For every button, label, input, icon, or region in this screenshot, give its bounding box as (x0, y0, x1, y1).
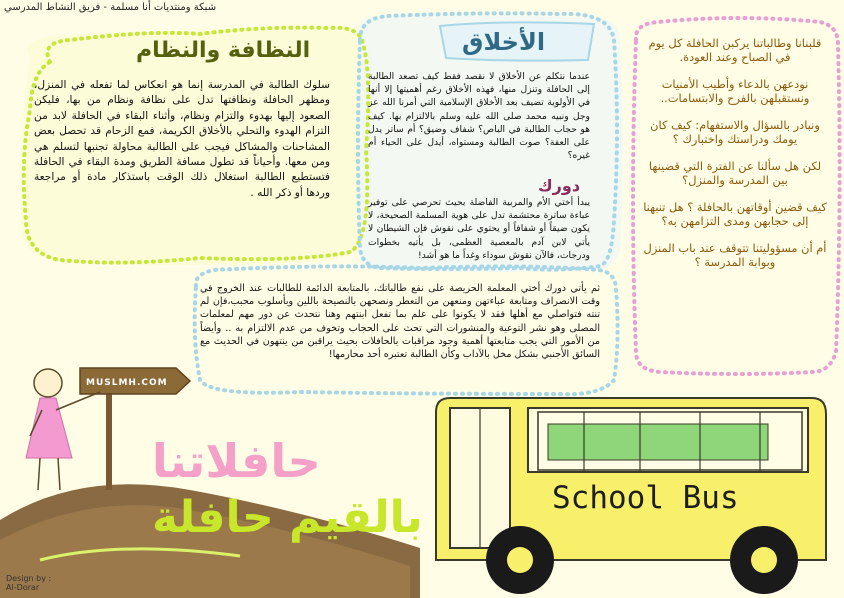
design-credit (6, 574, 51, 592)
slogan-line-1: حافلاتنا (152, 434, 321, 488)
akhlaq-paragraph: عندما نتكلم عن الأخلاق لا نقصد فقط كيف تصعد الطالبة إلى الحافلة وتنزل منها، فهذه الأخلاق رغم أهميتها إلا أنها في الأولوية تضيف بعد الأخلاق الإسلامية التي أمرنا الله عز وجل ونبيه محمد صلى الله عليه وسلم بالالتزام بها. كيف هو حجاب الطالبة في الباص؟ شفاف وضيق؟ أم ساتر يدل على العفة؟ صوت الطالبة ومستواه، أيدل على الحياء أم غيره؟ (368, 71, 590, 162)
right-column (640, 36, 830, 282)
akhlaq-title: الأخلاق (462, 28, 546, 56)
right-paragraph: ونبادر بالسؤال والاستفهام: كيف كان يومك ودراستك واختبارك ؟ (650, 118, 820, 146)
slogan-line-2: بالقيم حافلة (152, 492, 423, 543)
right-paragraph: كيف قضين أوقاتهن بالحافلة ؟ هل تنبهنا إلى حجابهن ومدى التزامهن به؟ (643, 200, 827, 228)
site-title: شبكة ومنتديات أنا مسلمة - فريق النشاط المدرسي (4, 2, 217, 13)
sign-label: MUSLMH.COM (86, 378, 168, 388)
dorak-paragraph: يبدأ أختي الأم والمربية الفاضلة بحيث تحرصي على توفير عباءة ساترة محتشمة تدل على هوية المسلمة الصحيحة، لا يكون ضيقاً أو شفافاً أو يحتوي على نقوش فإن الشيطان لا يأتي لابن آدم بالمعصية العظمى، بل يأتيه بخطوات ودرجات، فالآن نقوش سوداء وغداً ما هو أشد! (368, 197, 590, 261)
girl-head (34, 369, 62, 397)
lower-paragraph: ثم يأتي دورك أختي المعلمة الحريصة على نفع طالباتك، بالمتابعة الدائمة للطالبات عند الخروج في وقت الانصراف ومتابعة عباءتهن ومنعهن من التعطر ونصحهن بالنصيحة باللين وبأسلوب محبب،فإن لم تنته فتواصلي مع أهلها فقد لا يكونوا على علم بما تفعل ابنتهم وهنا نتحدث عن دور مهم لمعلمات المصلى وهو نشر التوعية والمنشورات التي تحث على الحجاب وتخوف من عدم الالتزام به .. وأيضاً من الأمور التي يجب متابعتها أهمية وجود مراقبات بالحافلات بحيث يراقبن من ينتهون في الحديث مع السائق الأجنبي بشكل مخل بالآداب وكأن الطالبة تعتبره أحد محارمها! (200, 283, 600, 361)
nizafa-title: النظافة والنظام (136, 38, 311, 63)
right-paragraph: قلبنانا وطالباتنا يركبن الحافلة كل يوم في الصباح وعند العودة. (648, 36, 822, 64)
right-paragraph: أم أن مسؤوليتنا تتوقف عند باب المنزل وبوابة المدرسة ؟ (643, 241, 827, 269)
bus-green-panel (548, 424, 768, 460)
bus-label: School Bus (552, 480, 739, 516)
right-paragraph: نودعهن بالدعاء وأطيب الأمنيات ونستقبلهن بالفرح والابتسامات.. (660, 77, 810, 105)
credit-line-1: Design by : (6, 574, 52, 583)
dorak-label: دورك (538, 176, 581, 195)
nizafa-paragraph: سلوك الطالبة في المدرسة إنما هو انعكاس لما تفعله في المنزل، ومظهر الحافلة ونظافتها تدل على نظافة ونظام من بها، فليكن الصعود إليها بهدوء والتزام ونظام، وأثناء البقاء في الحافلة لابد من التزام الهدوء والتحلي بالأخلاق الكريمة، فمع الزحام قد تحصل بعض المشاحنات والمشاكل فيجب على الطالبة محاولة تجنبها لتسلم هي ومن معها. وأحياناً قد تطول مسافة الطريق ومدة البقاء في الحافلة فتستطيع الطالبة استغلال ذلك الوقت باستذكار مادة أو مراجعة وردها أو ذكر الله . (34, 79, 330, 199)
right-paragraph: لكن هل سألنا عن الفترة التي قضينها بين المدرسة والمنزل؟ (648, 159, 822, 187)
sign-post (106, 392, 112, 490)
credit-line-2: Al-Dorar (6, 583, 40, 592)
